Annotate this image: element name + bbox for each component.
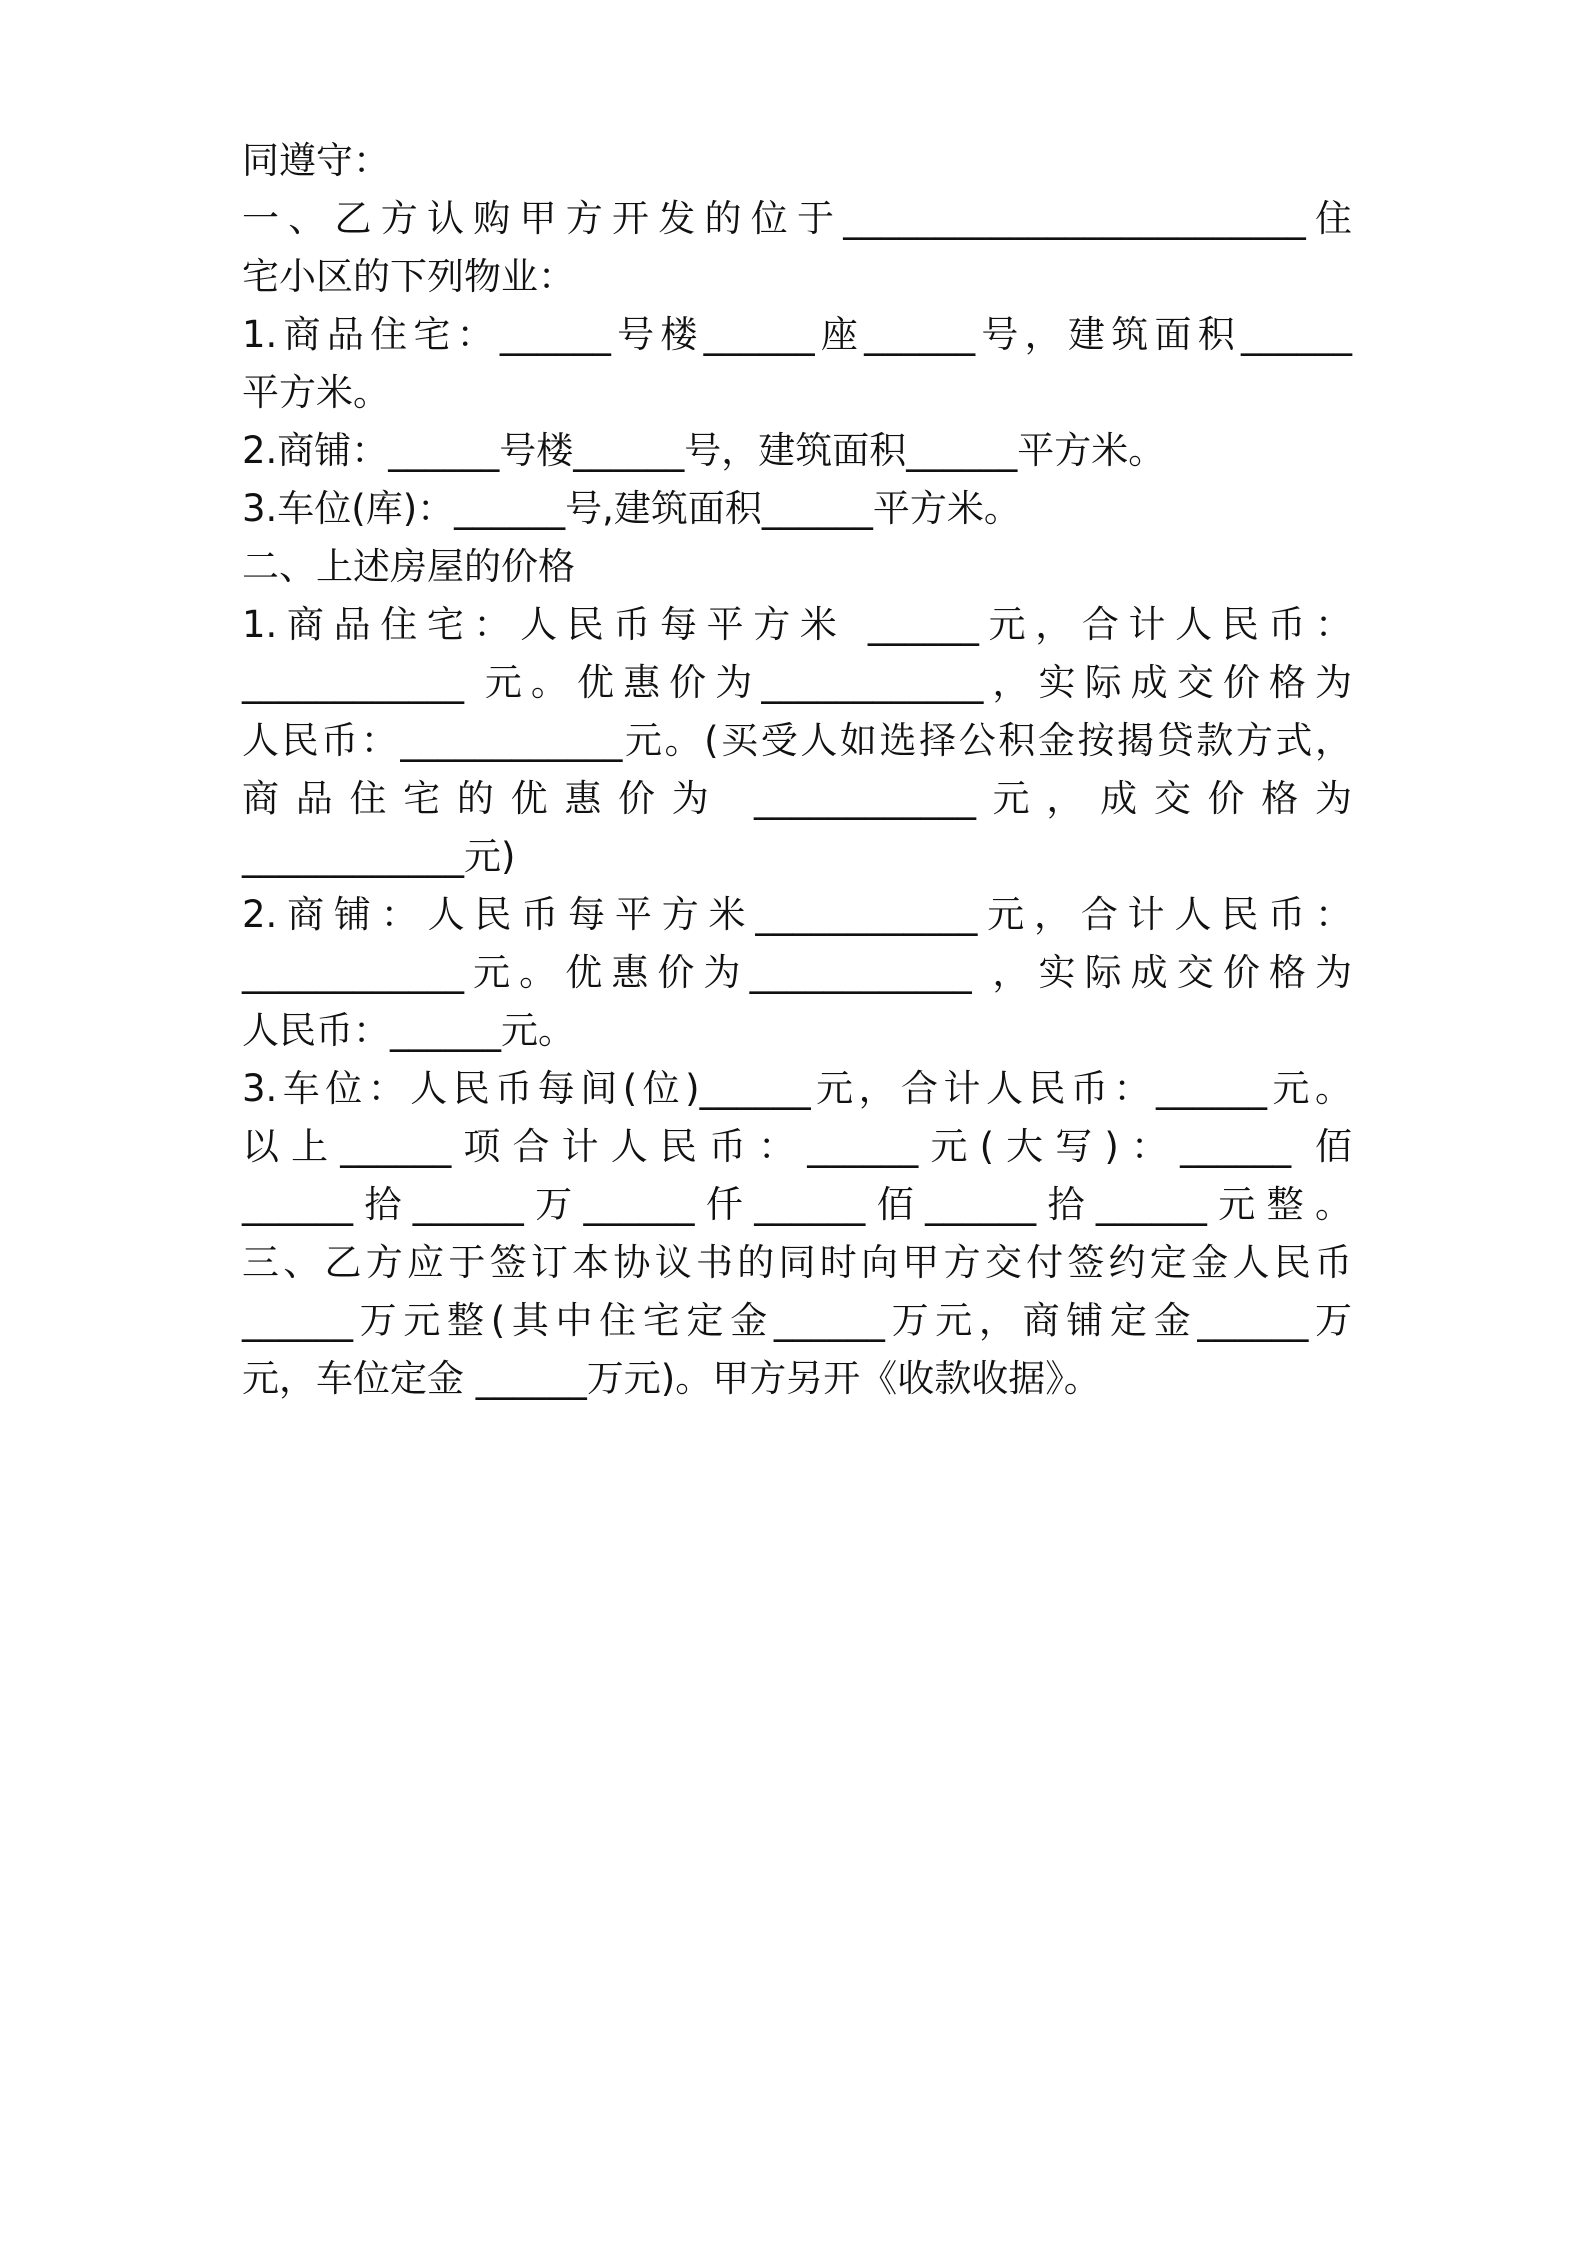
text-line: 2.商铺：人民币每平方米____________元，合计人民币： <box>242 893 1352 936</box>
text-line: ____________元) <box>242 835 516 878</box>
section-heading: 二、上述房屋的价格 <box>242 545 575 588</box>
text-line: 同遵守： <box>242 139 390 182</box>
text-line: ____________元。优惠价为____________ ，实际成交价格为 <box>242 951 1352 994</box>
text-line: 商品住宅的优惠价为 ____________元，成交价格为 <box>242 777 1352 820</box>
text-line: 3.车位：人民币每间(位)______元，合计人民币：______元。 <box>242 1067 1352 1110</box>
section-heading: 三、乙方应于签订本协议书的同时向甲方交付签约定金人民币 <box>242 1241 1352 1284</box>
text-line: 宅小区的下列物业： <box>242 255 575 298</box>
text-line: 平方米。 <box>242 371 390 414</box>
text-line: 以上______项合计人民币：______元(大写)：______ 佰 <box>242 1125 1352 1168</box>
text-line: 人民币：______元。 <box>242 1009 575 1052</box>
text-line: ______万元整(其中住宅定金______万元，商铺定金______万 <box>242 1299 1352 1342</box>
text-line: 元，车位定金 ______万元)。甲方另开《收款收据》。 <box>242 1357 1101 1400</box>
text-line: 人民币：____________元。(买受人如选择公积金按揭贷款方式， <box>242 719 1352 762</box>
text-line: 2.商铺：______号楼______号，建筑面积______平方米。 <box>242 429 1166 472</box>
text-line: 3.车位(库)：______号,建筑面积______平方米。 <box>242 487 1021 530</box>
text-line: 一、乙方认购甲方开发的位于_________________________住 <box>242 197 1352 240</box>
text-line: ______拾______万______仟______佰______拾______元整。 <box>242 1183 1352 1226</box>
text-line: 1.商品住宅：人民币每平方米 ______元，合计人民币： <box>242 603 1352 646</box>
text-line: 1.商品住宅：______号楼______座______号，建筑面积______ <box>242 313 1352 356</box>
text-line: ____________ 元。优惠价为____________，实际成交价格为 <box>242 661 1352 704</box>
